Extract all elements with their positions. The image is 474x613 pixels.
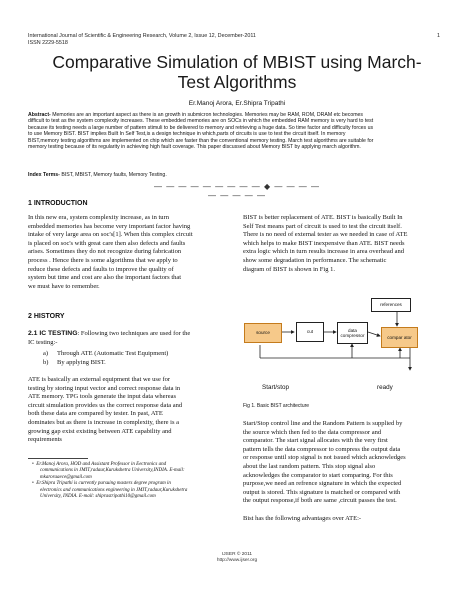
source-box: source [244, 323, 282, 343]
abstract-line: Memories are an important aspect as there is an growth in submicron technologies. Memories may be RAM, ROM, DRAM etc becomes [50, 112, 364, 118]
ic-testing-text: : Following two techniques are used for the [77, 330, 191, 337]
control-description [243, 420, 448, 506]
ic-testing-paragraph [28, 330, 235, 347]
intro-text [28, 214, 235, 291]
journal-url: http://www.ijser.org [216, 558, 258, 563]
abstract-line: difficult to test as the system complexity increases. These embedded memories are on SOCs in which the embedded RAM memory is very hard to test [28, 118, 374, 125]
authors: Er.Manoj Arora, Er.Shipra Tripathi [188, 100, 286, 107]
copyright: IJSER © 2011 [221, 552, 253, 557]
control-line: Start/Stop control line and the Random Pattern is supplied by [243, 420, 403, 427]
intro-line: arises. Sometimes they do not recognize during fabrication [28, 248, 182, 256]
ic-testing-label: 2.1 IC TESTING [28, 330, 78, 337]
journal-header: International Journal of Scientific & Engineering Research, Volume 2, Issue 12, December-2011 [28, 33, 256, 39]
bist-line: diagram of BIST is shown in Fig 1. [243, 265, 335, 273]
bist-diagram [240, 290, 440, 380]
footnote-line: • Er.Shipra Tripathi is currently pursuing masters degree program in [32, 481, 171, 487]
issn: ISSN 2229-5518 [28, 40, 68, 46]
page-footer [0, 552, 474, 564]
intro-line: is placed on soc's with great care then also defects and faults [28, 239, 186, 247]
start-stop-label: Start/stop [262, 384, 289, 391]
intro-heading: 1 INTRODUCTION [28, 200, 88, 207]
control-line: comparator. The start signal allocates with the very first [243, 437, 388, 445]
abstract-line: because its testing needs a large number of pattern stimuli to be delivered to memory and retrieving a huge data. So time factor and difficulty forces us [28, 124, 374, 131]
comparator-box: compar ator [381, 327, 418, 348]
control-line: the output response,if both are same ,circuit passes the test. [243, 497, 397, 505]
cut-box: cut [296, 322, 324, 342]
intro-line: we must have to remember. [28, 282, 100, 290]
index-terms-label: Index Terms- [28, 172, 60, 178]
ate-line: circuit simulation provides us the correct response data and [28, 401, 183, 409]
ready-label: ready [377, 384, 393, 391]
footnote-line: mkaroraaece@gmail.com [40, 474, 92, 480]
footnote-line: communications in JMIT,radaur,Kurukshetra University,INDIA. E-mail: [40, 468, 185, 474]
control-line: the source which then fed to the data compressor and [243, 428, 382, 436]
intro-line: embedded memories has become very important factor having [28, 222, 191, 230]
bist-line: extra logic which in turn results increase in area overhead and [243, 248, 404, 256]
figure-caption: Fig 1. Basic BIST architecture [243, 403, 310, 409]
abstract-line: BIST,memory testing algorithms are implemented on chip which are faster than the conventional memory testing. March test algorithms are suitable for [28, 137, 374, 144]
history-heading: 2 HISTORY [28, 313, 65, 320]
bist-line: There is no need of external tester as we needed in case of ATE [243, 231, 408, 239]
ate-line: ATE memory. TPG tools generate the input data whereas [28, 393, 177, 401]
technique-list [43, 350, 233, 367]
bist-line: Self Test means part of circuit is used to test the circuit itself. [243, 222, 402, 230]
section-separator: — — — — — — — — — ◆ — — — — — — — — — [153, 182, 321, 200]
control-line: or response until stop signal is not issued which acknowledges [243, 454, 406, 462]
list-item: a) Through ATE (Automatic Test Equipment) [43, 350, 169, 357]
bist-line: which helps to make BIST inexpensive than ATE. BIST needs [243, 239, 405, 247]
references-box: references [371, 298, 411, 312]
page-number: 1 [437, 33, 440, 39]
title-line-2: Test Algorithms [177, 72, 297, 92]
index-terms [28, 172, 446, 178]
bist-intro [243, 214, 448, 274]
footnote-line: • Er.Manoj Arora, HOD and Assistant Professor in Eectronics and [32, 462, 167, 467]
footnote-rule [28, 458, 88, 459]
footnote-line: University, INDIA. E-mail: shiprastripathi10@gmail.com [40, 494, 156, 500]
index-terms-text: BIST, MBIST, Memory faults, Memory Testing. [59, 172, 167, 178]
title-line-1: Comparative Simulation of MBIST using March- [52, 52, 422, 72]
intro-line: reduce these defects and faults to improve the quality of [28, 265, 174, 273]
advantages-line: Bist has the following advantages over ATE:- [243, 515, 362, 522]
ate-paragraph [28, 376, 235, 445]
bist-line: BIST is better replacement of ATE. BIST is basically Built In [243, 214, 403, 221]
list-item: b) By applying BIST. [43, 358, 106, 366]
control-line: output is stored. This signature is matched or compared with [243, 488, 401, 496]
intro-line: process . Hence there is some algorithms that we apply to [28, 256, 178, 264]
intro-line: intake of very large area on soc's[1]. When this complex circuit [28, 231, 193, 239]
data-compressor-box: data compressor [337, 322, 368, 344]
ate-line: testing by storing input vector and correct response data in [28, 384, 181, 392]
control-line: pattern tells the data compressor to compress the output data [243, 445, 401, 453]
ate-line: both these data are compared by tester. In past, ATE [28, 410, 163, 418]
bist-line: show some degradation in performance. The schematic [243, 256, 387, 264]
ate-line: ATE is basically an external equipment that we use for [28, 376, 171, 383]
control-line: purpose,we need an refrence signature in which the expected [243, 480, 402, 488]
ate-line: dominates but as there is increase in complexity, there is a [28, 418, 180, 426]
footnotes [32, 462, 237, 500]
intro-line: system but time and cost are also the important factors that [28, 274, 182, 282]
footnote-line: electronics and communications engineering in JMIT,radaur,Kurukshetra [40, 487, 188, 493]
ate-line: growing gap exist existing between ATE capability and [28, 427, 172, 435]
ic-testing-text-2: IC testing:- [28, 338, 58, 346]
abstract [28, 112, 446, 150]
abstract-line: to use Memory BIST. BIST implies Built In Self Test,is a design technique in which,parts of circuits is use to test the circuit itself. In memory [28, 131, 346, 138]
control-line: about the last random pattern. This stop signal also [243, 462, 376, 470]
abstract-label: Abstract- [28, 112, 51, 118]
ate-line: requirements [28, 436, 62, 444]
intro-line: In this new era, system complexity increase, as in turn [28, 214, 169, 221]
paper-title [0, 52, 474, 92]
abstract-line: memory testing because of its regularity in achieving high fault coverage. This paper discussed about Memory BIST by applying march algorithm. [28, 144, 361, 151]
control-line: acknowledges the comparator to start comparing. For this [243, 471, 393, 479]
